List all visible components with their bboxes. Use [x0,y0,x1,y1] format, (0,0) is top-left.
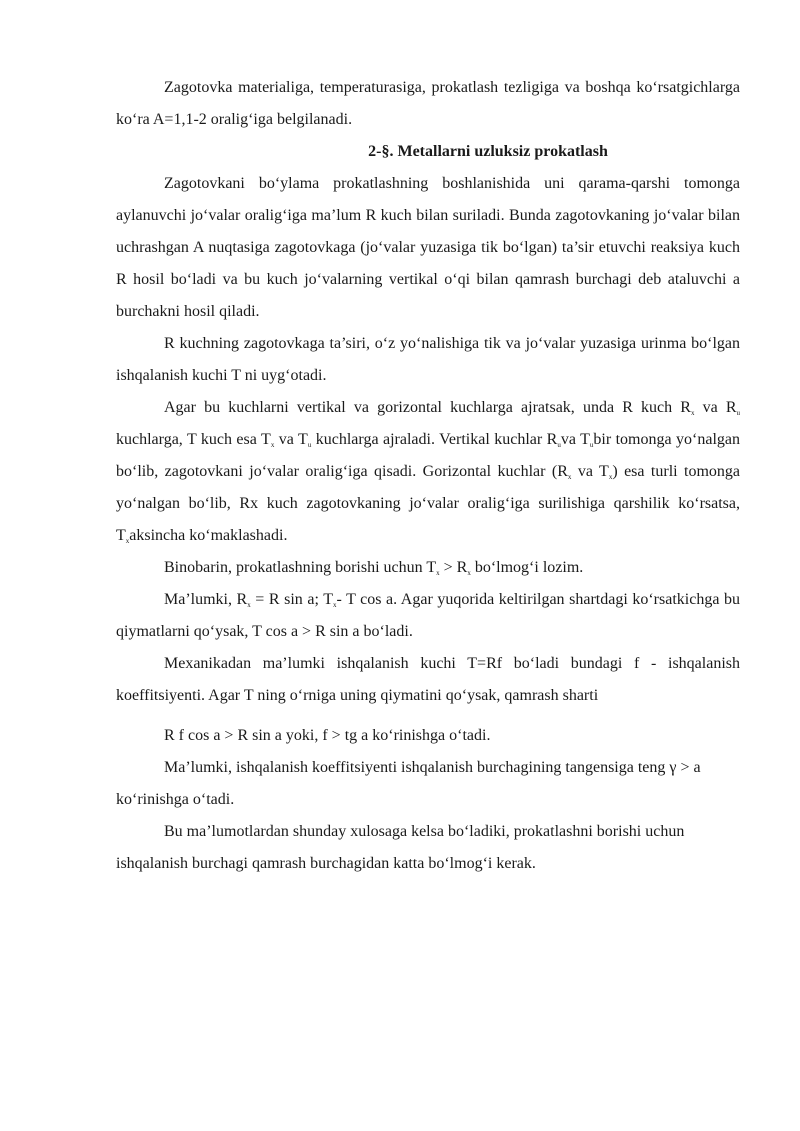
paragraph-friction-coefficient: Mexanikadan ma’lumki ishqalanish kuchi T=Rf bo‘ladi bundagi f - ishqalanish koeffitsiyenti. Agar T ning o‘rniga uning qiymatini qo‘ysak, qamrash sharti [116,655,740,704]
paragraph-friction-angle: Ma’lumki, ishqalanish koeffitsiyenti ishqalanish burchagining tangensiga teng γ > a ko‘rinishga o‘tadi. [116,759,701,808]
paragraph-force-decomposition: Agar bu kuchlarni vertikal va gorizontal kuchlarga ajratsak, unda R kuch $R_x$ va $R_u$ kuchlarga, T kuch esa $T_x$ va $T_u$ kuchlarga ajraladi. Vertikal kuchlar $R_uva$ $T_ubir$ tomonga yo‘nalgan bo‘lib, zagotovkani jo‘valar oralig‘iga qisadi. Gorizontal kuchlar ($R_x$ va $T_x$) esa turli tomonga yo‘nalgan bo‘lib, Rx kuch zagotovkaning jo‘valar oralig‘iga surilishiga qarshilik ko‘rsatsa, $T_xaksincha$ ko‘maklashadi. [116,399,741,545]
section-heading: 2-§. Metallarni uzluksiz prokatlash [368,143,608,160]
paragraph-friction-force: R kuchning zagotovkaga ta’siri, o‘z yo‘nalishiga tik va jo‘valar yuzasiga urinma bo‘lgan ishqalanish kuchi T ni uyg‘otadi. [116,335,740,384]
paragraph-substitution: Ma’lumki, $R_x = R$ sin a; $T_x-$ T cos a. Agar yuqorida keltirilgan shartdagi ko‘rsatkichga bu qiymatlarni qo‘ysak, T cos a > R sin a bo‘ladi. [116,591,740,640]
document-page [116,72,740,880]
paragraph-condition: Binobarin, prokatlashning borishi uchun $T_x > R_x$ bo‘lmog‘i lozim. [164,559,584,577]
paragraph-formula: R f cos a > R sin a yoki, f > tg a ko‘rinishga o‘tadi. [164,727,491,744]
paragraph-rolling-start: Zagotovkani bo‘ylama prokatlashning boshlanishida uni qarama-qarshi tomonga aylanuvchi jo‘valar oralig‘iga ma’lum R kuch bilan suriladi. Bunda zagotovkaning jo‘valar bilan uchrashgan A nuqtasiga zagotovkaga (jo‘valar yuzasiga tik bo‘lgan) ta’sir etuvchi reaksiya kuch R hosil bo‘ladi va bu kuch jo‘valarning vertikal o‘qi bilan qamrash burchagi deb ataluvchi a burchakni hosil qiladi. [116,175,740,320]
paragraph-conclusion: Bu ma’lumotlardan shunday xulosaga kelsa bo‘ladiki, prokatlashni borishi uchun ishqalanish burchagi qamrash burchagidan katta bo‘lmog‘i kerak. [116,823,685,872]
paragraph-coefficient: Zagotovka materialiga, temperaturasiga, prokatlash tezligiga va boshqa ko‘rsatgichlarga ko‘ra A=1,1-2 oralig‘iga belgilanadi. [116,79,740,128]
spacer [116,712,740,720]
